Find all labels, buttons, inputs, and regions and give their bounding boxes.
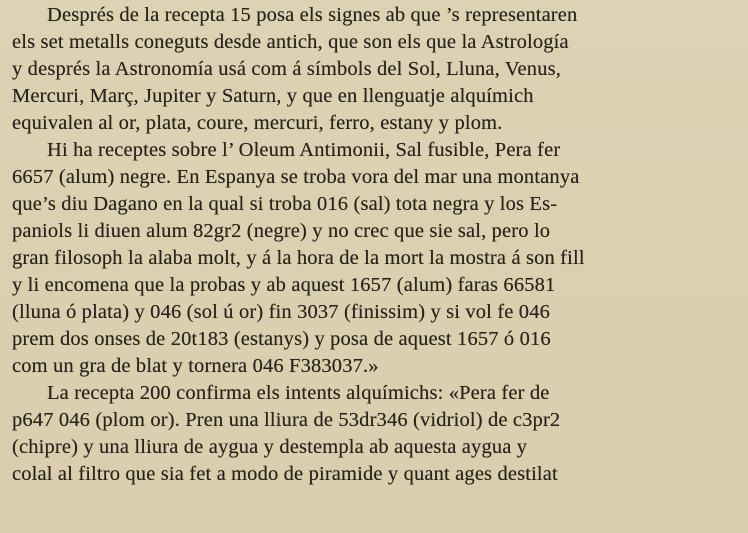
text-line-6: Hi ha receptes sobre l’ Oleum Antimonii, Sal fusible, Pera fer [47,139,561,161]
text-line-13: prem dos onses de 20t183 (estanys) y posa de aquest 1657 ó 016 [12,328,551,350]
text-line-10: gran filosoph la alaba molt, y á la hora de la mort la mostra á son fill [12,247,585,269]
text-line-9: paniols li diuen alum 82gr2 (negre) y no crec que sie sal, pero lo [12,220,551,242]
text-line-12: (lluna ó plata) y 046 (sol ú or) fin 3037 (finissim) y si vol fe 046 [12,301,550,323]
text-line-16: p647 046 (plom or). Pren una lliura de 53dr346 (vidriol) de c3pr2 [12,409,561,431]
text-line-17: (chipre) y una lliura de aygua y destempla ab aquesta aygua y [12,436,528,458]
text-line-3: y després la Astronomía usá com á símbols del Sol, Lluna, Venus, [12,58,561,80]
text-line-15: La recepta 200 confirma els intents alquímichs: «Pera fer de [47,382,550,404]
text-line-8: que’s diu Dagano en la qual si troba 016 (sal) tota negra y los Es- [12,193,558,215]
text-line-5: equivalen al or, plata, coure, mercuri, ferro, estany y plom. [12,112,503,134]
text-line-2: els set metalls coneguts desde antich, que son els que la Astrología [12,31,569,53]
text-line-18: colal al filtro que sia fet a modo de piramide y quant ages destilat [12,463,558,485]
text-line-11: y li encomena que la probas y ab aquest 1657 (alum) faras 66581 [12,274,556,296]
text-line-7: 6657 (alum) negre. En Espanya se troba vora del mar una montanya [12,166,580,188]
text-line-1: Després de la recepta 15 posa els signes ab que ’s representaren [47,4,578,26]
text-line-4: Mercuri, Març, Jupiter y Saturn, y que en llenguatje alquímich [12,85,534,107]
text-line-14: com un gra de blat y tornera 046 F383037.» [12,355,379,377]
